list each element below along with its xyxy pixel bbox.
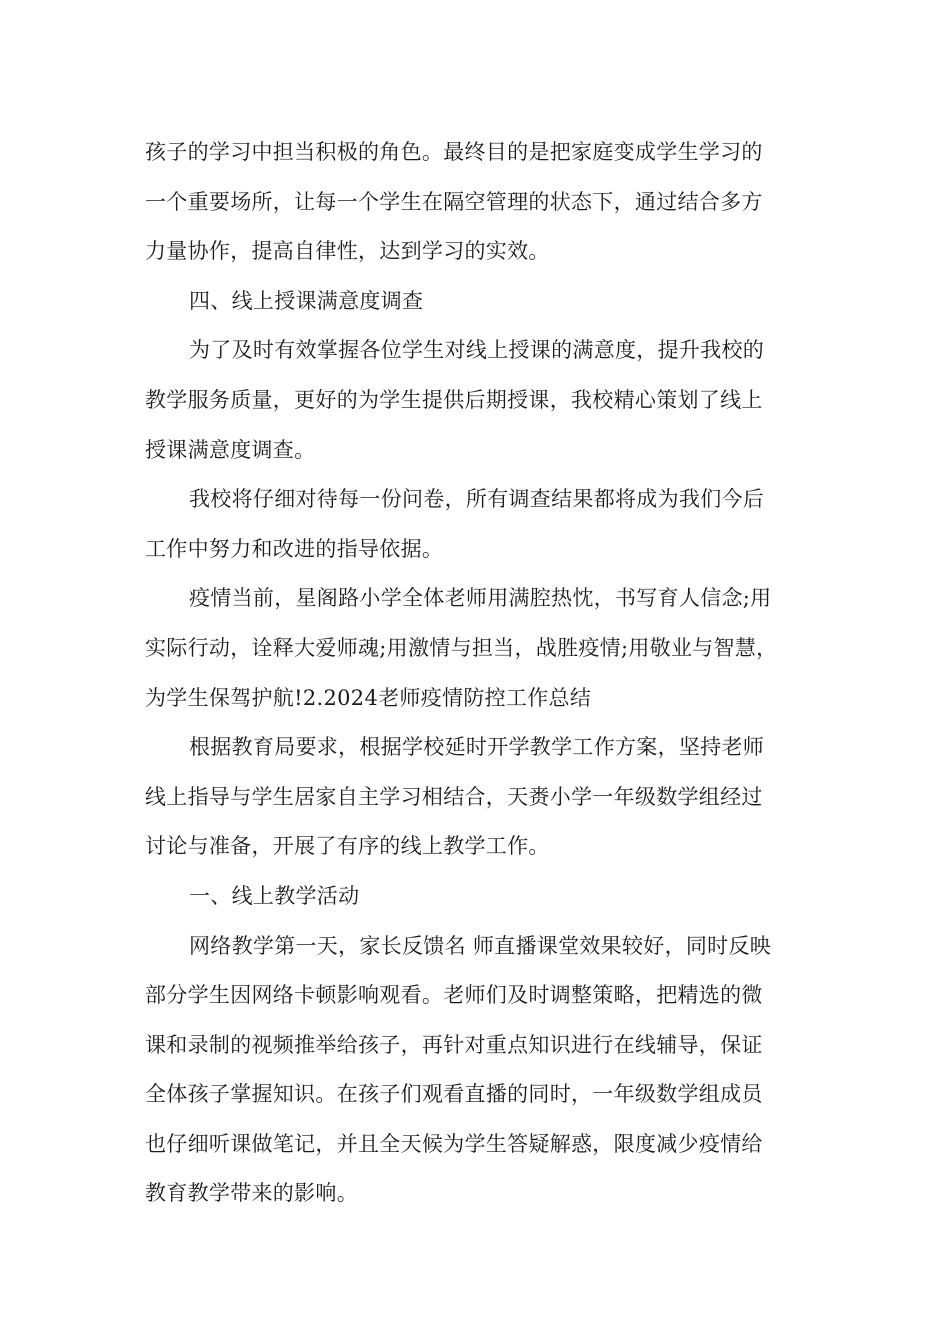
text-line: 疫情当前，星阁路小学全体老师用满腔热忱，书写育人信念;用: [189, 586, 772, 611]
text-line: 孩子的学习中担当积极的角色。最终目的是把家庭变成学生学习的: [145, 140, 763, 164]
text-line: 根据教育局要求，根据学校延时开学教学工作方案，坚持老师: [189, 735, 765, 760]
text-line: 我校将仔细对待每一份问卷，所有调查结果都将成为我们今后: [189, 487, 765, 512]
section-heading: 一、线上教学活动: [189, 883, 360, 908]
text-line: 也仔细听课做笔记，并且全天候为学生答疑解惑，限度减少疫情给: [145, 1131, 763, 1156]
text-line: 教学服务质量，更好的为学生提供后期授课，我校精心策划了线上: [145, 387, 763, 412]
text-line: 教育教学带来的影响。: [145, 1181, 358, 1206]
text-line: 部分学生因网络卡顿影响观看。老师们及时调整策略，把精选的微: [145, 983, 763, 1008]
text-line: 线上指导与学生居家自主学习相结合，天赉小学一年级数学组经过: [145, 784, 763, 809]
document-body: [145, 128, 815, 1219]
text-line: 为了及时有效掌握各位学生对线上授课的满意度，提升我校的: [189, 338, 765, 363]
text-line: 为学生保驾护航!2.2024老师疫情防控工作总结: [145, 685, 592, 710]
text-line: 工作中努力和改进的指导依据。: [145, 536, 444, 561]
text-line: 一个重要场所，让每一个学生在隔空管理的状态下，通过结合多方: [145, 189, 763, 214]
text-line: 力量协作，提高自律性，达到学习的实效。: [145, 239, 550, 264]
text-line: 讨论与准备，开展了有序的线上教学工作。: [145, 834, 550, 859]
text-line: 实际行动，诠释大爱师魂;用激情与担当，战胜疫情;用敬业与智慧，: [145, 635, 778, 660]
text-line: 授课满意度调查。: [145, 437, 316, 462]
section-heading: 四、线上授课满意度调查: [189, 288, 424, 313]
text-line: 课和录制的视频推举给孩子，再针对重点知识进行在线辅导，保证: [145, 1032, 763, 1057]
text-line: 网络教学第一天，家长反馈名 师直播课堂效果较好，同时反映: [189, 933, 772, 958]
text-line: 全体孩子掌握知识。在孩子们观看直播的同时，一年级数学组成员: [145, 1082, 763, 1107]
